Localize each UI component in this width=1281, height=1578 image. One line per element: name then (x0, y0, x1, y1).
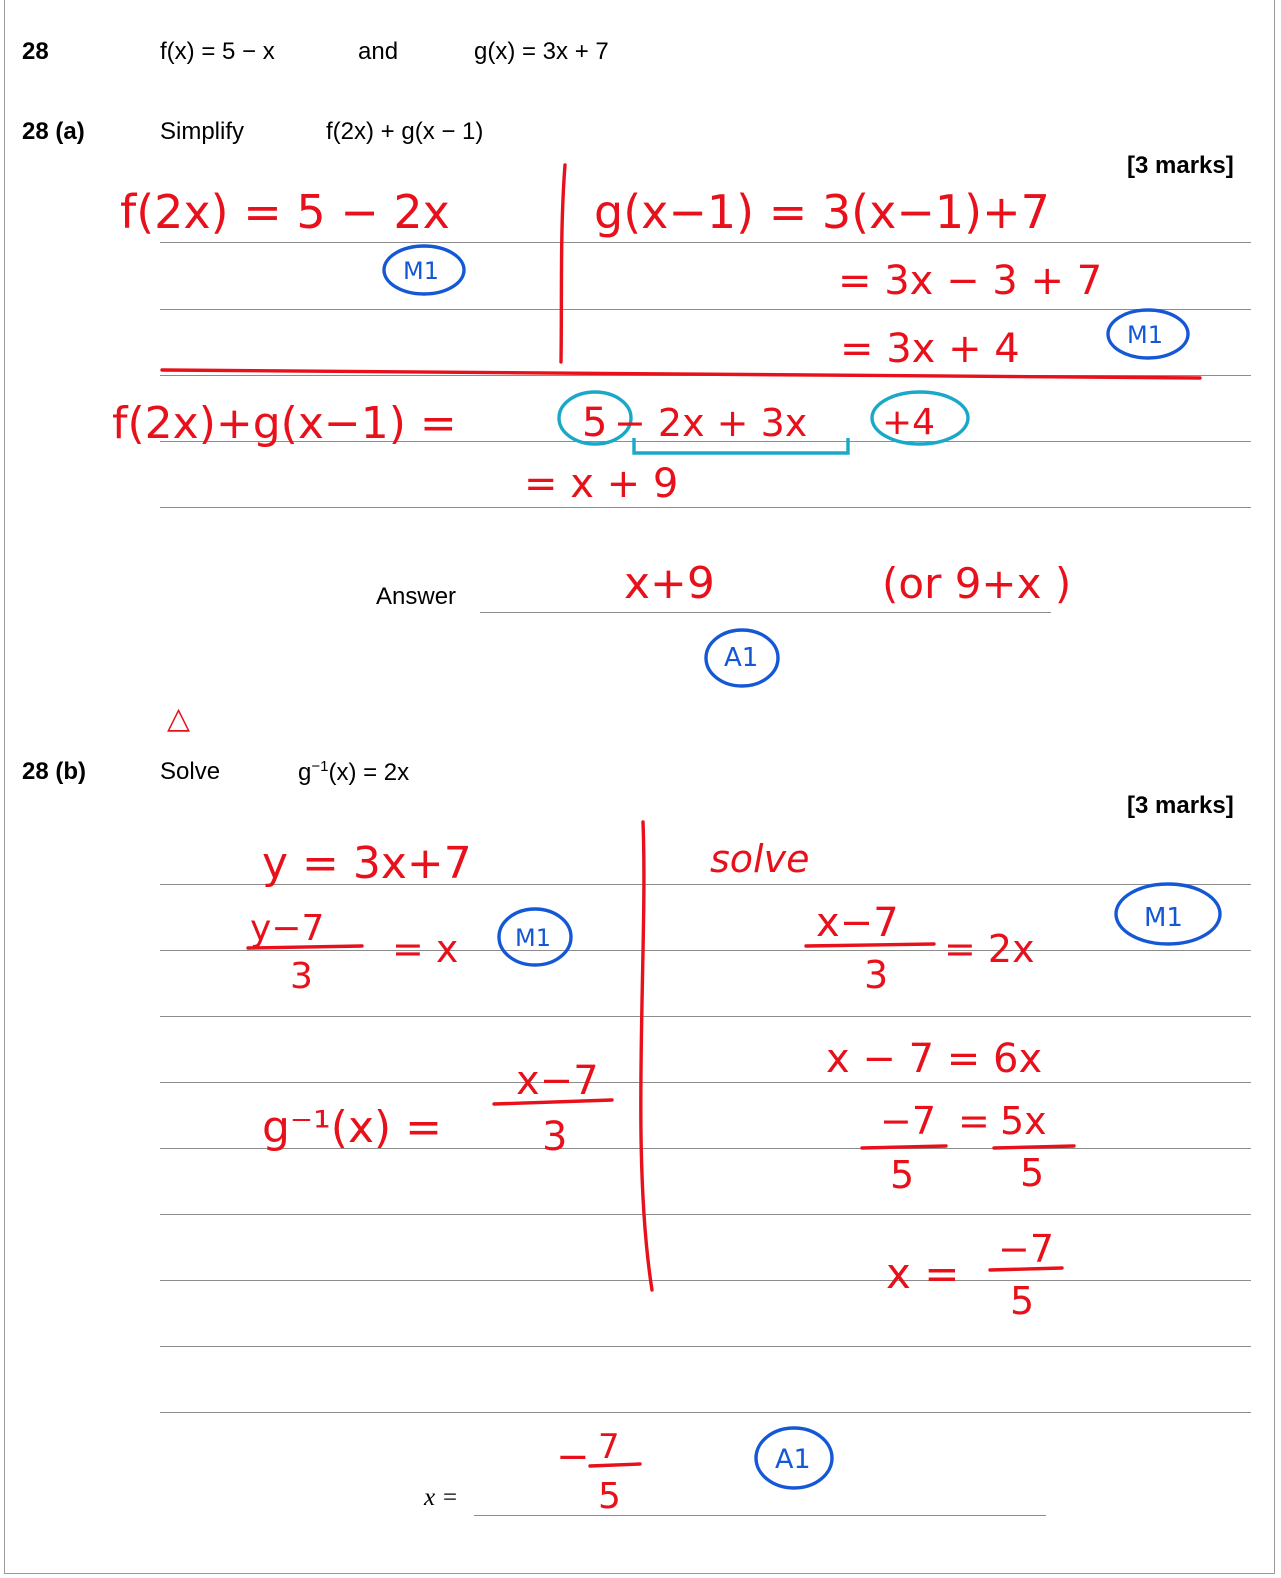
hw-m1-a-left: M1 (403, 257, 439, 285)
hw-answer-alt: (or 9+x ) (882, 559, 1072, 608)
hw-r3-den-right: 5 (1020, 1151, 1045, 1195)
hw-a1-a: A1 (724, 643, 759, 673)
hw-answer-b-sign: − (556, 1434, 590, 1480)
part-b-label: 28 (b) (22, 758, 87, 785)
hw-r3-num-right: 5x (1000, 1099, 1047, 1143)
hw-sum-5: 5 (582, 400, 608, 446)
part-a-answer-label: Answer (376, 583, 457, 610)
divider-line-a (561, 165, 565, 362)
hw-b-line1: y = 3x+7 (262, 838, 472, 889)
hw-gx1-step2: = 3x − 3 + 7 (838, 258, 1103, 304)
hw-b-line2-rhs: = x (392, 927, 459, 971)
hw-r3-num-left: −7 (880, 1099, 937, 1143)
hw-b-line2-num: y−7 (250, 908, 325, 949)
hw-m1-b-left: M1 (515, 924, 551, 952)
hw-r3-den-left: 5 (890, 1153, 915, 1197)
hw-r2: x − 7 = 6x (826, 1036, 1043, 1082)
fraction-bar (862, 1146, 946, 1148)
hw-r3-eq: = (958, 1099, 990, 1143)
separator-line-a (162, 370, 1200, 378)
hw-b-line3-num: x−7 (516, 1058, 599, 1104)
hw-f2x: f(2x) = 5 − 2x (120, 185, 450, 239)
hw-triangle: △ (167, 701, 191, 736)
fraction-bar (990, 1268, 1062, 1270)
part-b-answer-label: x = (424, 1484, 459, 1511)
hw-gx1: g(x−1) = 3(x−1)+7 (594, 185, 1050, 239)
hw-r1-rhs: = 2x (944, 927, 1035, 971)
question-number: 28 (22, 38, 49, 65)
hw-gx1-step3: = 3x + 4 (840, 326, 1020, 372)
hw-solve: solve (710, 837, 810, 881)
hw-r4-num: −7 (998, 1227, 1055, 1271)
part-a-instruction: Simplify (160, 118, 245, 145)
part-b-marks: [3 marks] (1127, 792, 1234, 819)
hw-r1-num: x−7 (816, 900, 899, 946)
part-a-label: 28 (a) (22, 118, 85, 145)
hw-answer-b-den: 5 (598, 1476, 621, 1517)
hw-sum-4: +4 (882, 402, 936, 443)
part-a-marks: [3 marks] (1127, 152, 1234, 179)
g-definition: g(x) = 3x + 7 (474, 38, 609, 65)
hw-b-line3-lhs: g⁻¹(x) = (262, 1102, 443, 1153)
fraction-bar (590, 1464, 640, 1466)
hw-a1-b: A1 (775, 1444, 811, 1475)
divider-line-b (641, 822, 652, 1290)
f-definition: f(x) = 5 − x (160, 38, 275, 65)
fraction-bar (248, 946, 362, 948)
hw-r4-den: 5 (1010, 1279, 1035, 1323)
part-a-expression: f(2x) + g(x − 1) (326, 118, 484, 145)
hw-answer-a: x+9 (624, 558, 715, 609)
hw-r1-den: 3 (864, 953, 889, 997)
hw-answer-b-num: 7 (598, 1427, 620, 1467)
hw-m1-a-right: M1 (1127, 321, 1163, 349)
and-word: and (358, 38, 399, 65)
hw-sum-lhs: f(2x)+g(x−1) = (112, 398, 457, 449)
fraction-bar (806, 944, 934, 946)
hw-b-line2-den: 3 (290, 956, 313, 997)
hw-m1-b-right: M1 (1144, 903, 1183, 933)
fraction-bar (994, 1146, 1074, 1148)
hw-r4-lhs: x = (886, 1249, 960, 1298)
hw-result: = x + 9 (524, 461, 679, 507)
part-b-instruction: Solve (160, 758, 221, 785)
hw-sum-mid: − 2x + 3x (614, 401, 808, 445)
hw-b-line3-den: 3 (542, 1114, 568, 1160)
part-b-equation: $g^{-1}(x) = 2x$ (298, 758, 410, 786)
